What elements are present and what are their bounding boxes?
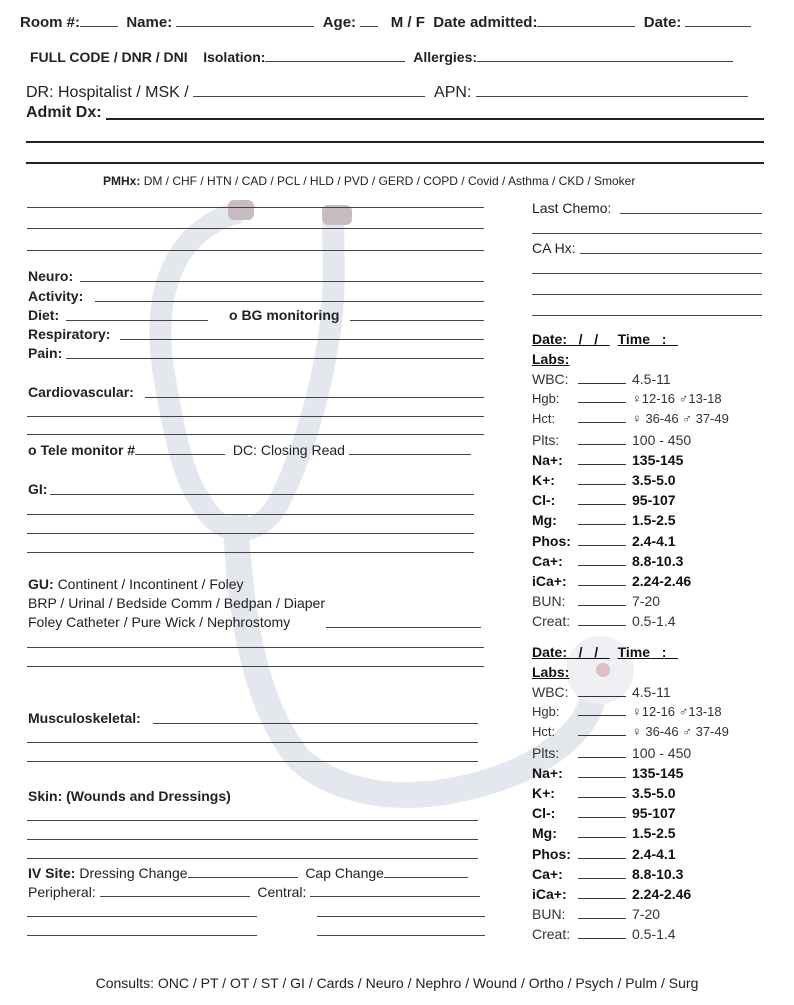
lab-row [532, 906, 660, 922]
activity-field[interactable] [95, 301, 484, 302]
lab-time-label: Time [617, 331, 651, 347]
gi-label: GI: [28, 481, 48, 497]
lab-range: ♀ 36-46 ♂ 37-49 [632, 411, 729, 427]
lab-range: 135-145 [632, 451, 684, 468]
lab-row [532, 371, 671, 387]
dr-label: DR: Hospitalist / MSK / [26, 84, 189, 101]
last-chemo-label: Last Chemo: [532, 200, 612, 216]
lab-value-field[interactable] [578, 535, 626, 546]
dc-closing-read-label: DC: Closing Read [232, 442, 345, 458]
lab-range: 100 - 450 [632, 744, 692, 761]
iv-cap-label: Cap Change [305, 865, 384, 881]
peripheral-line[interactable] [27, 935, 257, 936]
lab-range: ♀12-16 ♂13-18 [632, 391, 722, 407]
tele-row [28, 442, 471, 458]
lab-range: 95-107 [632, 805, 676, 822]
lab-name: BUN: [532, 593, 566, 610]
gu-options[interactable]: Foley Catheter / Pure Wick / Nephrostomy [28, 614, 291, 630]
note-line[interactable] [27, 761, 478, 762]
cap-change-field[interactable] [384, 866, 468, 878]
lab-row [532, 391, 722, 406]
lab-value-field[interactable] [578, 474, 626, 485]
lab-name: K+: [532, 472, 555, 488]
lab-name: Creat: [532, 926, 571, 943]
central-line[interactable] [317, 916, 485, 917]
lab-value-field[interactable] [578, 767, 626, 778]
lab-row [532, 452, 683, 468]
bg-monitoring-field[interactable] [350, 320, 484, 321]
lab-row [532, 432, 691, 448]
lab-row [532, 684, 671, 700]
lab-range: 7-20 [632, 906, 661, 923]
peripheral-line[interactable] [27, 916, 257, 917]
lab-value-field[interactable] [578, 787, 626, 798]
dc-field[interactable] [349, 443, 471, 455]
note-line[interactable] [27, 533, 474, 534]
room-label: Room #: [20, 14, 80, 31]
lab-row [532, 805, 676, 821]
lab-value-field[interactable] [578, 392, 626, 403]
lab-value-field[interactable] [578, 555, 626, 566]
lab-range: ♀12-16 ♂13-18 [632, 704, 722, 720]
lab-range: 4.5-11 [632, 371, 671, 387]
dressing-change-field[interactable] [188, 866, 298, 878]
iv-dressing-label: Dressing Change [79, 865, 188, 881]
note-line[interactable] [27, 228, 484, 229]
lab-row [532, 411, 729, 426]
note-line[interactable] [27, 820, 478, 821]
cardiovascular-label: Cardiovascular: [28, 384, 134, 400]
note-line[interactable] [27, 647, 484, 648]
lab-value-field[interactable] [578, 888, 626, 899]
dr-field[interactable] [193, 85, 425, 97]
lab-value-field[interactable] [578, 908, 626, 919]
note-line[interactable] [27, 416, 484, 417]
note-line[interactable] [532, 233, 762, 234]
lab-range: 3.5-5.0 [632, 472, 676, 488]
lab-range: 2.4-4.1 [632, 532, 676, 549]
musculoskeletal-field[interactable] [153, 723, 478, 724]
lab-range: 1.5-2.5 [632, 825, 676, 842]
lab-name: Hct: [532, 411, 556, 427]
ca-hx-label: CA Hx: [532, 240, 576, 256]
note-line[interactable] [532, 273, 762, 274]
central-line[interactable] [317, 935, 485, 936]
note-line[interactable] [27, 250, 484, 251]
lab-value-field[interactable] [578, 868, 626, 879]
lab-time-label: Time [617, 644, 651, 660]
lab-row [532, 492, 676, 508]
lab-name: iCa+: [532, 573, 567, 589]
sex-options[interactable]: M / F [390, 14, 425, 31]
lab-name: Plts: [532, 431, 560, 448]
peripheral-field[interactable] [100, 885, 250, 897]
lab-range: ♀ 36-46 ♂ 37-49 [632, 724, 729, 740]
admit-dx-line[interactable] [26, 141, 764, 143]
pain-label: Pain: [28, 345, 63, 361]
lab-row [532, 512, 676, 528]
lab-range: 2.24-2.46 [632, 886, 692, 902]
lab-value-field[interactable] [578, 595, 626, 606]
lab-value-field[interactable] [578, 514, 626, 525]
gu-field[interactable] [326, 627, 481, 628]
note-line[interactable] [532, 315, 762, 316]
lab-name: Mg: [532, 825, 557, 842]
lab-range: 8.8-10.3 [632, 552, 684, 569]
lab-name: Hgb: [532, 391, 560, 407]
allergies-label: Allergies: [413, 49, 478, 65]
note-line[interactable] [27, 666, 484, 667]
apn-field[interactable] [476, 85, 748, 97]
lab-row [532, 846, 676, 862]
iv-row [28, 865, 468, 881]
lab-date-label: Date: [532, 644, 568, 660]
lab-range: 0.5-1.4 [632, 926, 676, 943]
lab-row [532, 886, 691, 902]
note-line[interactable] [27, 514, 474, 515]
lab-range: 2.4-4.1 [632, 845, 676, 862]
lab-value-field[interactable] [578, 412, 626, 423]
lab-value-field[interactable] [578, 807, 626, 818]
lab-value-field[interactable] [578, 705, 626, 716]
lab-value-field[interactable] [578, 494, 626, 505]
central-field[interactable] [310, 885, 480, 897]
header-row-1 [20, 14, 751, 31]
lab-name: Hct: [532, 724, 556, 740]
lab-name: Ca+: [532, 865, 563, 882]
lab-row [532, 866, 683, 882]
lab-value-field[interactable] [578, 434, 626, 445]
date-label: Date: [643, 14, 682, 31]
date-admitted-field[interactable] [537, 15, 635, 27]
lab-row [532, 724, 729, 739]
tele-number-field[interactable] [135, 443, 225, 455]
pmhx-row [103, 174, 635, 188]
note-line[interactable] [27, 552, 474, 553]
bg-monitoring-checkbox[interactable]: o BG monitoring [229, 307, 340, 323]
lab-value-field[interactable] [578, 575, 626, 586]
peripheral-label: Peripheral: [28, 884, 96, 900]
lab-name: K+: [532, 785, 555, 801]
lab-row [532, 593, 660, 609]
consults-options[interactable]: Consults: ONC / PT / OT / ST / GI / Cards / Neuro / Nephro / Wound / Ortho / Psych / Pulm / Surg [95, 975, 699, 991]
lab-name: Na+: [532, 764, 563, 781]
lab-row [532, 704, 722, 719]
lab-row [532, 533, 676, 549]
lab-value-field[interactable] [578, 848, 626, 859]
lab-name: Ca+: [532, 552, 563, 569]
gi-field[interactable] [50, 494, 474, 495]
lab-range: 135-145 [632, 764, 684, 781]
lab-value-field[interactable] [578, 928, 626, 939]
name-field[interactable] [176, 15, 314, 27]
lab-name: WBC: [532, 684, 569, 700]
lab-range: 2.24-2.46 [632, 573, 692, 589]
apn-label: APN: [434, 84, 472, 101]
lab-row [532, 472, 676, 488]
admit-dx-line[interactable] [106, 118, 764, 120]
lab-row [532, 785, 676, 801]
allergies-field[interactable] [477, 50, 733, 62]
lab-name: WBC: [532, 371, 569, 387]
note-line[interactable] [27, 839, 478, 840]
lab-name: Cl-: [532, 492, 556, 509]
lab-name: iCa+: [532, 886, 567, 902]
lab-value-field[interactable] [578, 725, 626, 736]
lab-row [532, 553, 683, 569]
lab-range: 8.8-10.3 [632, 865, 684, 882]
lab-name: Cl-: [532, 805, 556, 822]
diet-field[interactable] [66, 320, 208, 321]
skin-label: Skin: (Wounds and Dressings) [28, 788, 231, 804]
labs-heading: Labs: [532, 351, 570, 367]
isolation-label: Isolation: [203, 49, 266, 65]
lab-range: 7-20 [632, 593, 661, 610]
lab-name: Mg: [532, 512, 557, 529]
lab-range: 3.5-5.0 [632, 785, 676, 801]
respiratory-field[interactable] [120, 339, 484, 340]
date-field[interactable] [685, 15, 751, 27]
central-label: Central: [257, 884, 307, 900]
lab-date-time[interactable]: Date: / / Time : [532, 331, 679, 347]
lab-row [532, 765, 683, 781]
code-status-options[interactable]: FULL CODE / DNR / DNI [30, 49, 188, 65]
room-field[interactable] [80, 15, 118, 27]
cardiovascular-field[interactable] [145, 397, 484, 398]
lab-value-field[interactable] [578, 454, 626, 465]
lab-range: 100 - 450 [632, 431, 692, 448]
lab-range: 0.5-1.4 [632, 613, 676, 630]
lab-value-field[interactable] [578, 686, 626, 697]
gu-options[interactable]: BRP / Urinal / Bedside Comm / Bedpan / Diaper [28, 595, 325, 611]
lab-value-field[interactable] [578, 747, 626, 758]
labs-heading: Labs: [532, 664, 570, 680]
note-line[interactable] [532, 294, 762, 295]
admit-dx-line[interactable] [26, 162, 764, 164]
age-field[interactable] [360, 15, 378, 27]
name-label: Name: [126, 14, 173, 31]
neuro-field[interactable] [80, 281, 484, 282]
note-line[interactable] [27, 858, 478, 859]
lab-name: Hgb: [532, 704, 560, 720]
gu-row-1 [28, 576, 244, 592]
diet-label: Diet: [28, 307, 60, 323]
lab-date-time[interactable]: Date: / / Time : [532, 644, 679, 660]
isolation-field[interactable] [265, 50, 405, 62]
neuro-label: Neuro: [28, 268, 74, 284]
lab-row [532, 926, 676, 942]
ca-hx-field[interactable] [580, 253, 762, 254]
lab-name: BUN: [532, 906, 566, 923]
lab-row [532, 745, 691, 761]
respiratory-label: Respiratory: [28, 326, 111, 342]
header-row-3 [26, 84, 748, 102]
lab-name: Phos: [532, 845, 571, 862]
gu-label: GU: [28, 576, 54, 592]
note-line[interactable] [27, 434, 484, 435]
age-label: Age: [322, 14, 357, 31]
lab-value-field[interactable] [578, 373, 626, 384]
lab-name: Creat: [532, 613, 571, 630]
activity-label: Activity: [28, 288, 84, 304]
lab-value-field[interactable] [578, 827, 626, 838]
lab-date-label: Date: [532, 331, 568, 347]
lab-name: Phos: [532, 532, 571, 549]
gu-options[interactable]: Continent / Incontinent / Foley [57, 576, 244, 592]
lab-row [532, 613, 676, 629]
last-chemo-field[interactable] [620, 213, 762, 214]
lab-row [532, 573, 691, 589]
header-row-2 [30, 49, 733, 65]
lab-range: 1.5-2.5 [632, 512, 676, 529]
lab-row [532, 825, 676, 841]
pmhx-label: PMHx: [103, 174, 141, 188]
lab-name: Plts: [532, 744, 560, 761]
pmhx-options[interactable]: DM / CHF / HTN / CAD / PCL / HLD / PVD / GERD / COPD / Covid / Asthma / CKD / Smoker [143, 174, 636, 188]
date-admitted-label: Date admitted: [433, 14, 538, 31]
pain-field[interactable] [66, 358, 484, 359]
tele-monitor-checkbox[interactable]: o Tele monitor # [28, 442, 136, 458]
iv-site-label: IV Site: [28, 865, 76, 881]
lab-name: Na+: [532, 451, 563, 468]
admit-dx-label: Admit Dx: [26, 104, 102, 121]
note-line[interactable] [27, 207, 484, 208]
iv-row-2 [28, 884, 480, 900]
lab-range: 4.5-11 [632, 684, 671, 700]
note-line[interactable] [27, 742, 478, 743]
lab-value-field[interactable] [578, 615, 626, 626]
lab-range: 95-107 [632, 492, 676, 509]
musculoskeletal-label: Musculoskeletal: [28, 710, 141, 726]
